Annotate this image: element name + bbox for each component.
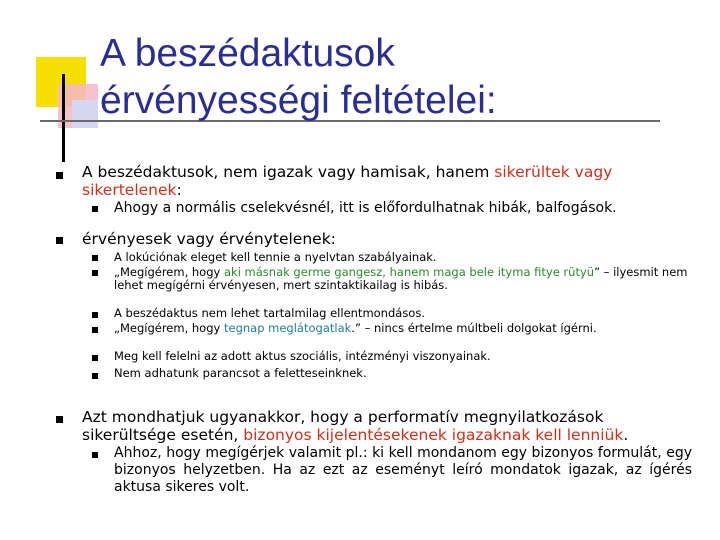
point-2-sub-4-highlight: tegnap meglátogatlak: [223, 321, 352, 335]
bullet-square-icon: [56, 172, 63, 179]
bullet-square-icon: [56, 237, 63, 244]
decor-vertical-line: [62, 74, 65, 162]
bullet-square-icon: [92, 206, 98, 212]
bullet-square-icon: [92, 452, 98, 458]
slide-title: [100, 30, 497, 124]
point-2-sub-2-highlight: aki másnak germe gangesz, hanem maga bele ityma fitye rütyü: [223, 265, 595, 279]
bullet-square-icon: [92, 327, 98, 333]
point-3-sub-1: Ahhoz, hogy megígérjek valamit pl.: ki kell mondanom egy bizonyos formulát, egy bizonyos helyzetben. Ha az ezt az eseményt leíró mondatok igazak, az ígérés aktusa sikeres volt.: [114, 445, 692, 495]
point-1-text: A beszédaktusok, nem igazak vagy hamisak, hanem sikerültek vagy sikertelenek:: [82, 163, 613, 199]
point-2-sub-6: Nem adhatunk parancsot a feletteseinknek.: [114, 366, 367, 380]
point-2-heading: érvényesek vagy érvénytelenek:: [82, 230, 336, 248]
point-2-sub-2: „Megígérem, hogy aki másnak germe gangesz, hanem maga bele ityma fitye rütyü” – ilyesmit nem lehet megígérni érvényesen, mert szintaktikailag is hibás.: [114, 265, 688, 292]
point-3-highlight: bizonyos kijelentésekenek igazaknak kell lenniük: [243, 426, 624, 444]
point-2-sub-1: A lokúciónak eleget kell tennie a nyelvtan szabályainak.: [114, 250, 437, 264]
bullet-square-icon: [92, 255, 98, 261]
title-line-2: érvényességi feltételei:: [100, 79, 497, 122]
point-2-sub-5: Meg kell felelni az adott aktus szociális, intézményi viszonyainak.: [114, 349, 491, 363]
bullet-square-icon: [92, 373, 98, 379]
point-3-text: Azt mondhatjuk ugyanakkor, hogy a performatív megnyilatkozások sikerültsége esetén, bizonyos kijelentésekenek igazaknak kell lenniük.: [82, 408, 629, 444]
title-line-1: A beszédaktusok: [100, 32, 395, 75]
bullet-square-icon: [56, 416, 63, 423]
bullet-square-icon: [92, 312, 98, 318]
point-1-sub-1: Ahogy a normális cselekvésnél, itt is előfordulhatnak hibák, balfogások.: [114, 200, 617, 216]
bullet-square-icon: [92, 270, 98, 276]
point-1-highlight: sikerültek vagy sikertelenek: [82, 163, 613, 199]
bullet-square-icon: [92, 355, 98, 361]
point-2-sub-3: A beszédaktus nem lehet tartalmilag ellentmondásos.: [114, 306, 425, 320]
decor-blue-square: [72, 100, 98, 128]
point-2-sub-4: „Megígérem, hogy tegnap meglátogatlak.” – nincs értelme múltbeli dolgokat ígérni.: [114, 321, 597, 335]
